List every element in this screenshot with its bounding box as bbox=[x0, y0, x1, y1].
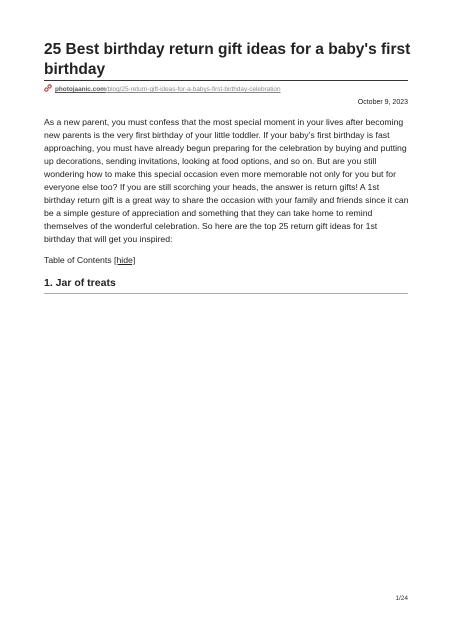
source-url[interactable] bbox=[44, 84, 281, 94]
section-divider bbox=[44, 293, 408, 294]
table-of-contents bbox=[44, 254, 135, 266]
link-icon bbox=[44, 84, 52, 92]
title-divider bbox=[44, 80, 408, 81]
publish-date: October 9, 2023 bbox=[357, 99, 408, 106]
page-number: 1/24 bbox=[395, 595, 408, 602]
toc-label: Table of Contents bbox=[44, 255, 112, 265]
article-title: 25 Best birthday return gift ideas for a baby's first birthday bbox=[44, 41, 411, 78]
source-domain[interactable]: photojaanic.com bbox=[55, 86, 106, 93]
toc-hide-link[interactable]: [hide] bbox=[114, 255, 136, 265]
intro-paragraph: As a new parent, you must confess that the most special moment in your lives after becoming new parents is the very first birthday of your little toddler. If your baby’s first birthday is fast approaching, you must have already begun preparing for the celebration by buying and putting up decorations, sending invitations, looking at food options, and so on. But are you still wondering how to make this special occasion even more memorable not only for you but for everyone else too? If you are still scorching your heads, the answer is return gifts! A 1st birthday return gift is a great way to share the occasion with your family and friends since it can be a simple gesture of appreciation and something that they can take home to remind themselves of the wonderful celebration. So here are the top 25 return gift ideas for 1st birthday that will get you inspired: bbox=[44, 117, 409, 244]
source-path[interactable]: /blog/25-return-gift-ideas-for-a-babys-first-birthday-celebration bbox=[105, 86, 281, 93]
section-heading: 1. Jar of treats bbox=[44, 277, 116, 289]
